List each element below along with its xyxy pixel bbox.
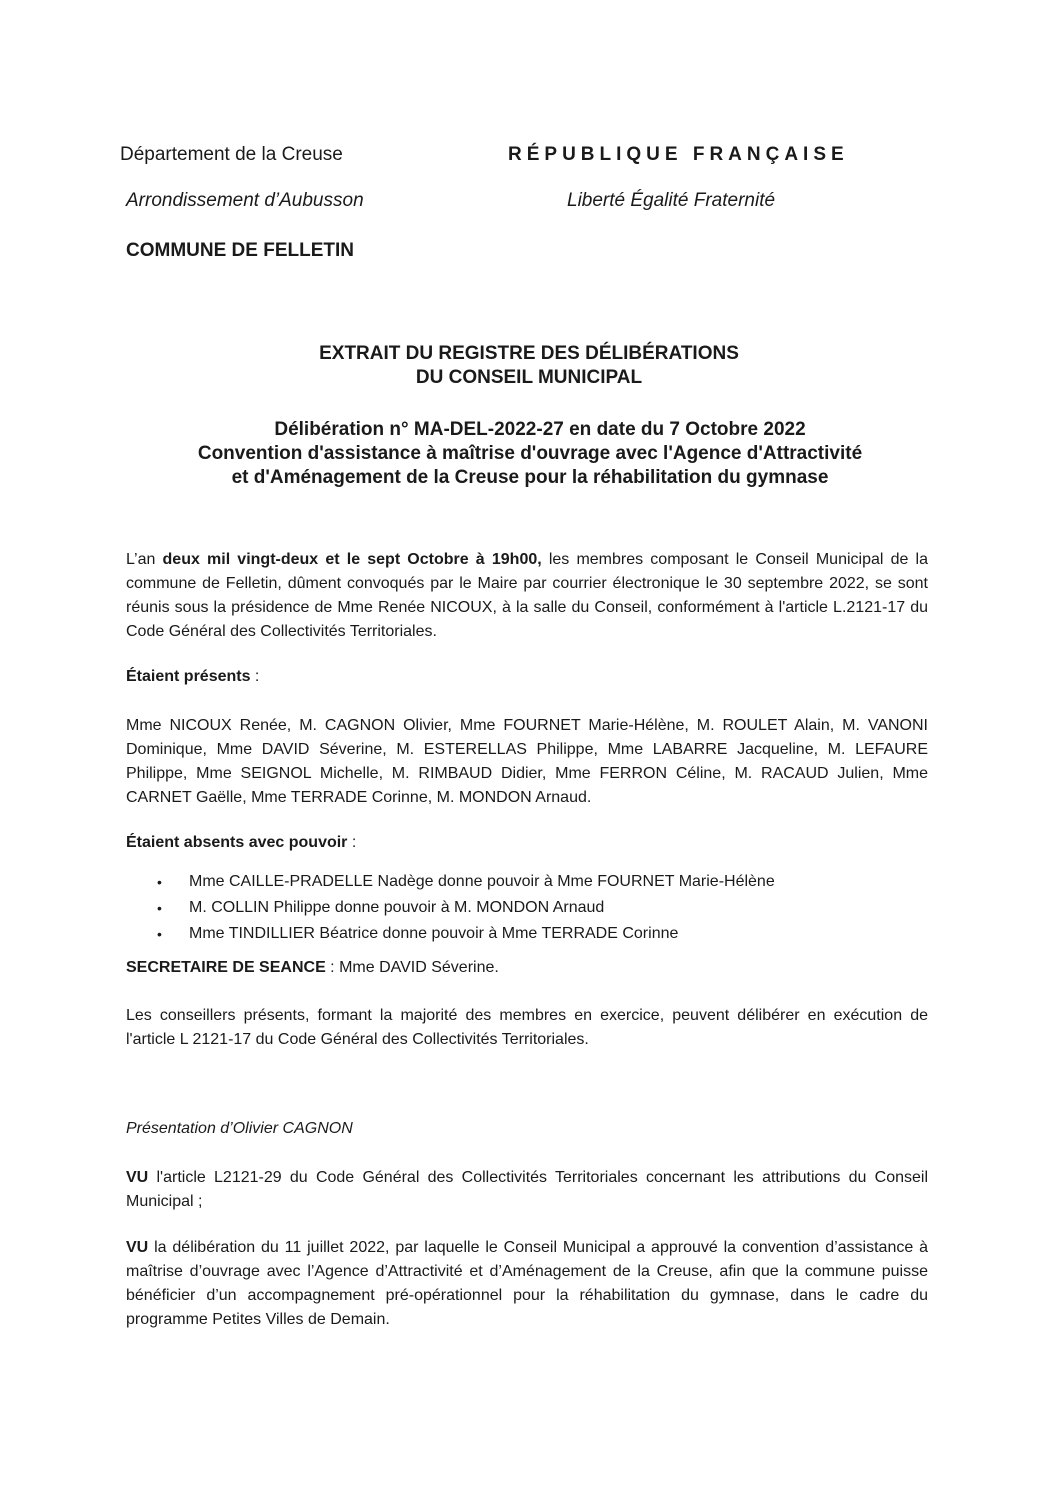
document-title [0, 342, 1058, 390]
absents-heading [126, 831, 356, 855]
document-title-line1: EXTRAIT DU REGISTRE DES DÉLIBÉRATIONS [319, 343, 739, 364]
deliberation-subject-line2: et d'Aménagement de la Creuse pour la réhabilitation du gymnase [231, 467, 829, 488]
republique-francaise: RÉPUBLIQUE FRANÇAISE [508, 144, 849, 165]
presentation-line: Présentation d’Olivier CAGNON [126, 1120, 353, 1137]
document-title-line2: DU CONSEIL MUNICIPAL [415, 367, 643, 388]
presents-heading [126, 665, 259, 689]
list-item: • Mme CAILLE-PRADELLE Nadège donne pouvoir à Mme FOURNET Marie-Hélène [157, 869, 775, 895]
list-item: • Mme TINDILLIER Béatrice donne pouvoir à Mme TERRADE Corinne [157, 921, 775, 947]
quorum-paragraph: Les conseillers présents, formant la majorité des membres en exercice, peuvent délibérer en exécution de l'article L 2121-17 du Code Général des Collectivités Territoriales. [126, 1007, 928, 1048]
intro-text: les membres composant le Conseil Municipal de la commune de Felletin, dûment convoqués par le Maire par courrier électronique le 30 septembre 2022, se sont réunis sous la présidence de Mme Renée NICOUX, à la salle du Conseil, conformément à l'article L.2121-17 du Code Général des Collectivités Territoriales. [126, 551, 929, 640]
intro-prefix: L’an [126, 551, 163, 568]
vu-text: la délibération du 11 juillet 2022, par laquelle le Conseil Municipal a approuvé la convention d’assistance à maîtrise d’ouvrage avec l’Agence d’Attractivité et d’Aménagement de la Creuse, afin que la commune puisse bénéficier d’un accompagnement pré-opérationnel pour la réhabilitation du gymnase, dans le cadre du programme Petites Villes de Demain. [126, 1239, 928, 1328]
vu-label: VU [126, 1239, 149, 1256]
bullet-icon: • [157, 926, 162, 942]
secretaire-label: SECRETAIRE DE SEANCE [126, 959, 326, 976]
vu-paragraph-1 [126, 1166, 928, 1214]
commune-name: COMMUNE DE FELLETIN [126, 240, 354, 261]
absents-heading-label: Étaient absents avec pouvoir [126, 834, 348, 851]
deliberation-subject-line1: Convention d'assistance à maîtrise d'ouvrage avec l'Agence d'Attractivité [197, 443, 863, 464]
arrondissement: Arrondissement d’Aubusson [126, 190, 364, 211]
deliberation-number: Délibération n° MA-DEL-2022-27 en date du 7 Octobre 2022 [274, 419, 806, 440]
vu-label: VU [126, 1169, 149, 1186]
devise: Liberté Égalité Fraternité [567, 190, 776, 211]
secretaire-value: : Mme DAVID Séverine. [325, 959, 499, 976]
secretaire-de-seance [126, 956, 499, 980]
absents-list [157, 869, 775, 947]
list-item: • M. COLLIN Philippe donne pouvoir à M. MONDON Arnaud [157, 895, 775, 921]
intro-paragraph [126, 548, 928, 644]
departement: Département de la Creuse [120, 144, 343, 165]
bullet-icon: • [157, 900, 162, 916]
vu-text: l'article L2121-29 du Code Général des Collectivités Territoriales concernant les attributions du Conseil Municipal ; [126, 1169, 928, 1210]
presents-heading-label: Étaient présents [126, 668, 251, 685]
presents-list: Mme NICOUX Renée, M. CAGNON Olivier, Mme FOURNET Marie-Hélène, M. ROULET Alain, M. VANONI Dominique, Mme DAVID Séverine, M. ESTERELLAS Philippe, Mme LABARRE Jacqueline, M. LEFAURE Philippe, Mme SEIGNOL Michelle, M. RIMBAUD Didier, Mme FERRON Céline, M. RACAUD Julien, Mme CARNET Gaëlle, Mme TERRADE Corinne, M. MONDON Arnaud. [126, 717, 928, 806]
intro-date: deux mil vingt-deux et le sept Octobre à 19h00, [162, 551, 542, 568]
presents-heading-colon: : [250, 668, 260, 685]
bullet-icon: • [157, 874, 162, 890]
deliberation-heading [130, 418, 930, 490]
vu-paragraph-2 [126, 1236, 928, 1332]
absents-heading-colon: : [347, 834, 357, 851]
